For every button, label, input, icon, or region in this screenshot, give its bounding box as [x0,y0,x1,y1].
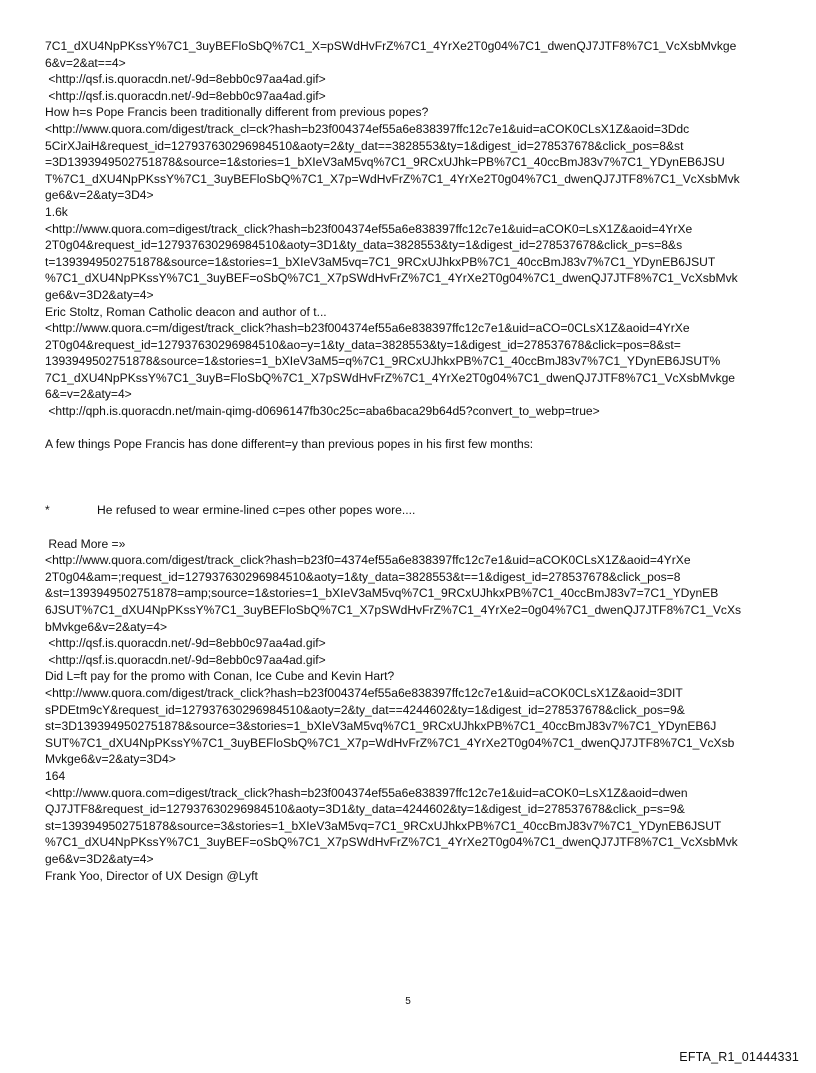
text-line: <http://qsf.is.quoracdn.net/-9d=8ebb0c97aa4ad.gif> [45,636,326,651]
text-line: 7C1_dXU4NpPKssY%7C1_3uyB=FloSbQ%7C1_X7pSWdHvFrZ%7C1_4YrXe2T0g04%7C1_dwenQJ7JTF8%7C1_VcXsbMvkge [45,370,736,385]
bullet-mark: * [45,503,50,518]
text-line: Read More =» [45,536,126,551]
text-line: Frank Yoo, Director of UX Design @Lyft [45,868,258,883]
document-id: EFTA_R1_01444331 [679,1050,799,1064]
text-line: 2T0g04&request_id=127937630296984510&aoty=3D1&ty_data=3828553&ty=1&digest_id=278537678&click_p=s=8&s [45,238,683,253]
text-line: <http://www.quora.com=digest/track_click?hash=b23f004374ef55a6e838397ffc12c7e1&uid=aCOK0=LsX1Z&aoid=4YrXe [45,221,693,236]
text-line: <http://www.quora.com/digest/track_cl=ck?hash=b23f004374ef55a6e838397ffc12c7e1&uid=aCOK0CLsX1Z&aoid=3Ddc [45,121,690,136]
text-line: <http://www.quora.com/digest/track_click?hash=b23f004374ef55a6e838397ffc12c7e1&uid=aCOK0CLsX1Z&aoid=3DIT [45,685,683,700]
text-line: How h=s Pope Francis been traditionally different from previous popes? [45,105,429,120]
text-line: %7C1_dXU4NpPKssY%7C1_3uyBEF=oSbQ%7C1_X7pSWdHvFrZ%7C1_4YrXe2T0g04%7C1_dwenQJ7JTF8%7C1_VcXsbMvk [45,835,738,850]
text-line: <http://www.quora.com/digest/track_click?hash=b23f0=4374ef55a6e838397ffc12c7e1&uid=aCOK0CLsX1Z&aoid=4YrXe [45,553,691,568]
spacer [45,420,775,437]
text-line: st=1393949502751878&source=3&stories=1_bXIeV3aM5vq=7C1_9RCxUJhkxPB%7C1_40ccBmJ83v7%7C1_YDynEB6JSUT [45,818,722,833]
text-line: <http://qsf.is.quoracdn.net/-9d=8ebb0c97aa4ad.gif> [45,652,326,667]
text-line: QJ7JTF8&request_id=127937630296984510&aoty=3D1&ty_data=4244602&ty=1&digest_id=278537678&click_p=s=9& [45,802,685,817]
text-line: t=1393949502751878&source=1&stories=1_bXIeV3aM5vq=7C1_9RCxUJhkxPB%7C1_40ccBmJ83v7%7C1_YDynEB6JSUT [45,254,716,269]
text-line: T%7C1_dXU4NpPKssY%7C1_3uyBEFloSbQ%7C1_X7p=WdHvFrZ%7C1_4YrXe2T0g04%7C1_dwenQJ7JTF8%7C1_VcXsbMvk [45,171,740,186]
text-line: <http://www.quora.com=digest/track_click?hash=b23f004374ef55a6e838397ffc12c7e1&uid=aCOK0=LsX1Z&aoid=dwen [45,785,688,800]
text-line: 164 [45,768,66,783]
text-line: <http://qsf.is.quoracdn.net/-9d=8ebb0c97aa4ad.gif> [45,88,326,103]
text-line: 6&=v=2&aty=4> [45,387,132,402]
text-line: st=3D1393949502751878&source=3&stories=1_bXIeV3aM5vq%7C1_9RCxUJhkxPB%7C1_40ccBmJ83v7%7C1_YDynEB6J [45,719,717,734]
document-body [45,38,775,884]
text-line: 1393949502751878&source=1&stories=1_bXIeV3aM5=q%7C1_9RCxUJhkxPB%7C1_40ccBmJ83v7%7C1_YDynEB6JSUT% [45,354,721,369]
text-line: <http://qph.is.quoracdn.net/main-qimg-d0696147fb30c25c=aba6baca29b64d5?convert_to_webp=true> [45,404,600,419]
text-line: ge6&v=3D2&aty=4> [45,851,154,866]
text-line: ge6&v=2&aty=3D4> [45,188,154,203]
text-line: 5CirXJaiH&request_id=127937630296984510&aoty=2&ty_dat==3828553&ty=1&digest_id=278537678&click_pos=8&st [45,138,684,153]
text-line: 2T0g04&am=;request_id=127937630296984510&aoty=1&ty_data=3828553&t==1&digest_id=278537678&click_pos=8 [45,569,681,584]
text-line: 1.6k [45,204,68,219]
paragraph-text: A few things Pope Francis has done different=y than previous popes in his first few months: [45,437,534,452]
text-line: %7C1_dXU4NpPKssY%7C1_3uyBEF=oSbQ%7C1_X7pSWdHvFrZ%7C1_4YrXe2T0g04%7C1_dwenQJ7JTF8%7C1_VcXsbMvk [45,271,738,286]
text-line: Eric Stoltz, Roman Catholic deacon and author of t... [45,304,327,319]
text-line: SUT%7C1_dXU4NpPKssY%7C1_3uyBEFloSbQ%7C1_X7p=WdHvFrZ%7C1_4YrXe2T0g04%7C1_dwenQJ7JTF8%7C1_VcXsb [45,735,735,750]
text-line: 6JSUT%7C1_dXU4NpPKssY%7C1_3uyBEFloSbQ%7C1_X7pSWdHvFrZ%7C1_4YrXe2=0g04%7C1_dwenQJ7JTF8%7C1_VcXs [45,603,742,617]
bullet-text: He refused to wear ermine-lined c=pes other popes wore.... [97,503,416,518]
text-line: =3D1393949502751878&source=1&stories=1_bXIeV3aM5vq%7C1_9RCxUJhk=PB%7C1_40ccBmJ83v7%7C1_YDynEB6JSU [45,155,725,170]
text-line: <http://qsf.is.quoracdn.net/-9d=8ebb0c97aa4ad.gif> [45,72,326,87]
text-line: Mvkge6&v=2&aty=3D4> [45,752,176,767]
text-line: Did L=ft pay for the promo with Conan, Ice Cube and Kevin Hart? [45,669,395,684]
text-block-b [45,536,775,884]
text-line: 7C1_dXU4NpPKssY%7C1_3uyBEFloSbQ%7C1_X=pSWdHvFrZ%7C1_4YrXe2T0g04%7C1_dwenQJ7JTF8%7C1_VcXsbMvkge [45,39,737,53]
text-line: 6&v=2&at==4> [45,55,126,70]
text-block-a [45,38,775,420]
text-line: &st=1393949502751878=amp;source=1&stories=1_bXIeV3aM5vq%7C1_9RCxUJhkxPB%7C1_40ccBmJ83v7=7C1_YDynEB [45,586,719,601]
text-line: bMvkge6&v=2&aty=4> [45,619,168,634]
spacer [45,453,775,486]
spacer [45,519,775,536]
spacer [45,486,775,503]
text-line: ge6&v=3D2&aty=4> [45,287,154,302]
bullet-item [45,502,775,519]
page-number: 5 [405,996,411,1007]
text-line: 2T0g04&request_id=127937630296984510&ao=y=1&ty_data=3828553&ty=1&digest_id=278537678&click=pos=8&st= [45,337,681,352]
text-line: sPDEtm9cY&request_id=127937630296984510&aoty=2&ty_dat==4244602&ty=1&digest_id=278537678&click_pos=9& [45,702,685,717]
text-line: <http://www.quora.c=m/digest/track_click?hash=b23f004374ef55a6e838397ffc12c7e1&uid=aCO=0CLsX1Z&aoid=4YrXe [45,321,690,336]
